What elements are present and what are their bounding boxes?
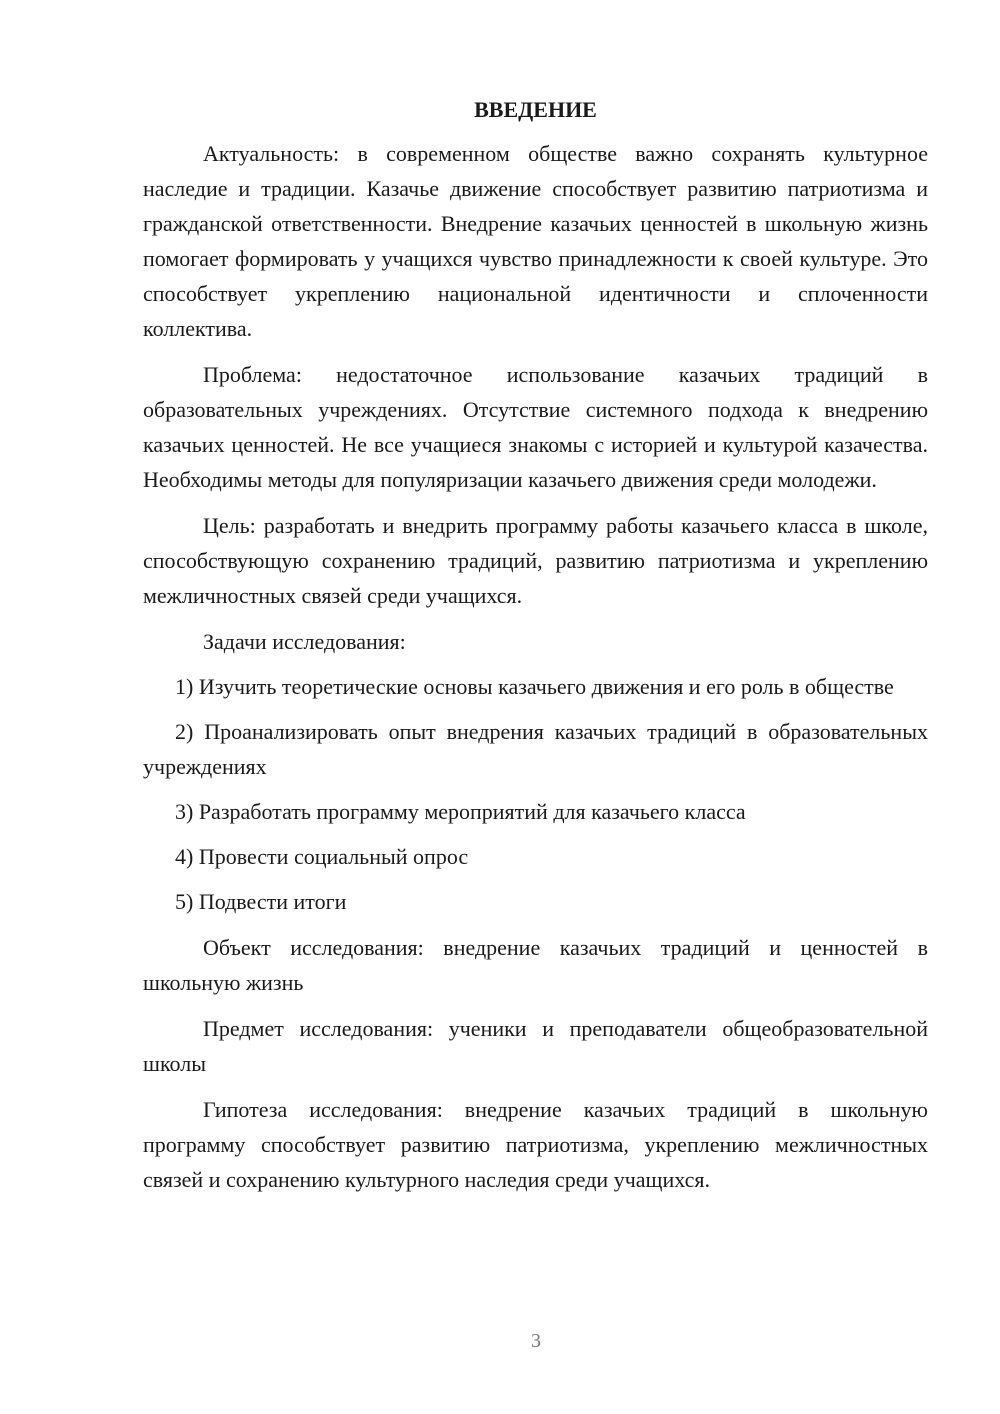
- paragraph-subject: Предмет исследования: ученики и преподаватели общеобразовательной школы: [143, 1016, 928, 1076]
- task-item-2: 2) Проанализировать опыт внедрения казачьих традиций в образовательных учреждениях: [143, 719, 928, 779]
- page-title: ВВЕДЕНИЕ: [474, 97, 597, 122]
- page-content: [143, 92, 928, 1197]
- paragraph-object: Объект исследования: внедрение казачьих традиций и ценностей в школьную жизнь: [143, 935, 928, 995]
- paragraph-problem: Проблема: недостаточное использование казачьих традиций в образовательных учреждениях. Отсутствие системного подхода к внедрению казачьих ценностей. Не все учащиеся знакомы с историей и культурой казачества. Необходимы методы для популяризации казачьего движения среди молодежи.: [143, 362, 928, 492]
- paragraph-hypothesis: Гипотеза исследования: внедрение казачьих традиций в школьную программу способствует развитию патриотизма, укреплению межличностных связей и сохранению культурного наследия среди учащихся.: [143, 1097, 928, 1192]
- task-item-4: 4) Провести социальный опрос: [175, 844, 469, 869]
- task-item-1: 1) Изучить теоретические основы казачьего движения и его роль в обществе: [175, 674, 894, 699]
- tasks-heading: Задачи исследования:: [203, 629, 406, 654]
- task-item-5: 5) Подвести итоги: [175, 889, 347, 914]
- paragraph-relevance: Актуальность: в современном обществе важно сохранять культурное наследие и традиции. Казачье движение способствует развитию патриотизма и гражданской ответственности. Внедрение казачьих ценностей в школьную жизнь помогает формировать у учащихся чувство принадлежности к своей культуре. Это способствует укреплению национальной идентичности и сплоченности коллектива.: [143, 141, 928, 341]
- task-item-3: 3) Разработать программу мероприятий для казачьего класса: [175, 799, 746, 824]
- page-number: 3: [531, 1330, 541, 1352]
- paragraph-goal: Цель: разработать и внедрить программу работы казачьего класса в школе, способствующую сохранению традиций, развитию патриотизма и укреплению межличностных связей среди учащихся.: [143, 513, 928, 608]
